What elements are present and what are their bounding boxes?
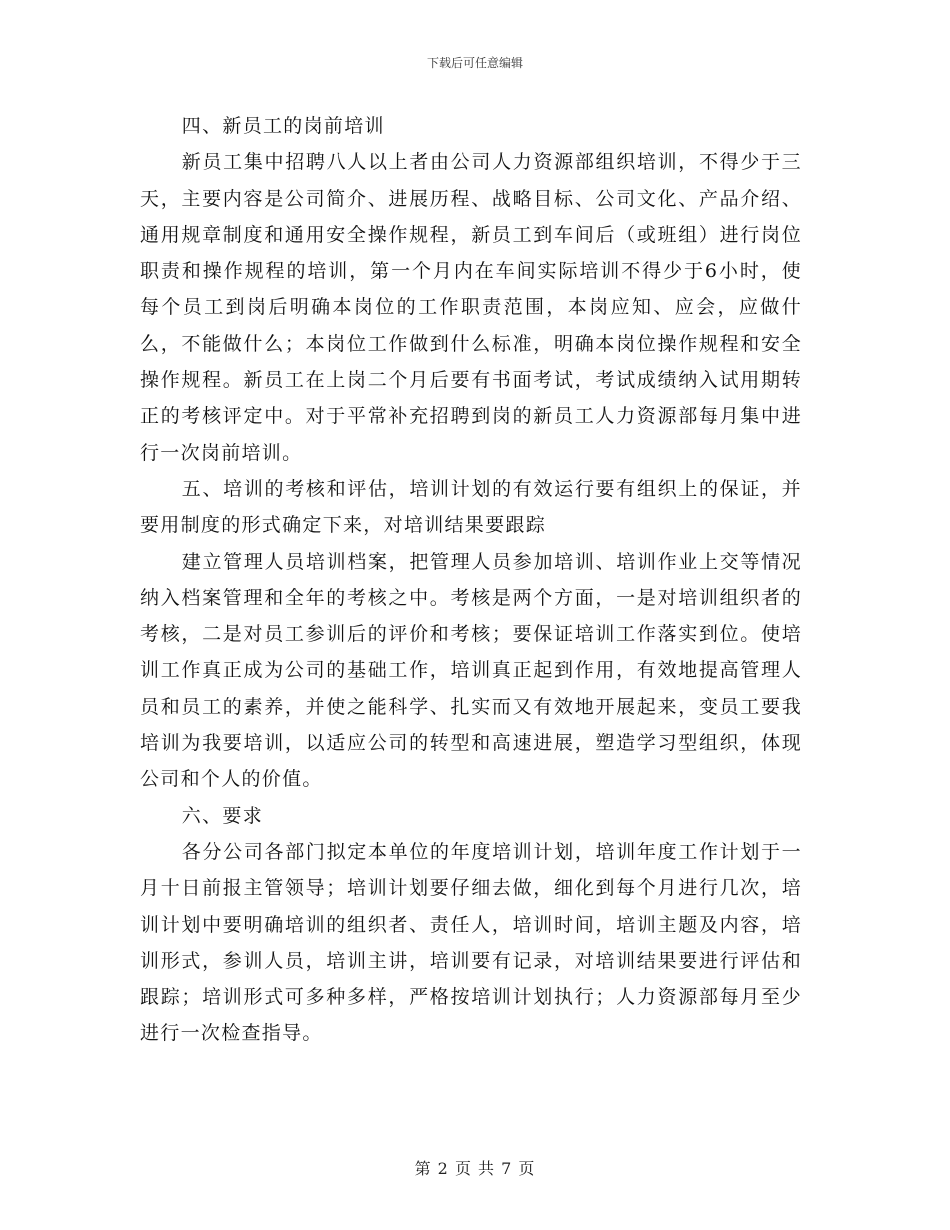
paragraph-requirements: 各分公司各部门拟定本单位的年度培训计划，培训年度工作计划于一月十日前报主管领导；培训计划要仔细去做，细化到每个月进行几次，培训计划中要明确培训的组织者、责任人，培训时间，培训主题及内容，培训形式，参训人员，培训主讲，培训要有记录，对培训结果要进行评估和跟踪；培训形式可多种多样，严格按培训计划执行；人力资源部每月至少进行一次检查指导。 bbox=[140, 840, 802, 1045]
paragraph-training-records: 建立管理人员培训档案，把管理人员参加培训、培训作业上交等情况纳入档案管理和全年的考核之中。考核是两个方面，一是对培训组织者的考核，二是对员工参训后的评价和考核；要保证培训工作落实到位。使培训工作真正成为公司的基础工作，培训真正起到作用，有效地提高管理人员和员工的素养，并使之能科学、扎实而又有效地开展起来，变员工要我培训为我要培训，以适应公司的转型和高速进展，塑造学习型组织，体现公司和个人的价值。 bbox=[140, 550, 802, 791]
section-heading-6: 六、要求 bbox=[181, 804, 263, 827]
paragraph-new-employee-training: 新员工集中招聘八人以上者由公司人力资源部组织培训，不得少于三天，主要内容是公司简介、进展历程、战略目标、公司文化、产品介绍、通用规章制度和通用安全操作规程，新员工到车间后（或班组）进行岗位职责和操作规程的培训，第一个月内在车间实际培训不得少于6小时，使每个员工到岗后明确本岗位的工作职责范围，本岗应知、应会，应做什么，不能做什么；本岗位工作做到什么标准，明确本岗位操作规程和安全操作规程。新员工在上岗二个月后要有书面考试，考试成绩纳入试用期转正的考核评定中。对于平常补充招聘到岗的新员工人力资源部每月集中进行一次岗前培训。 bbox=[140, 151, 802, 464]
section-heading-5: 五、培训的考核和评估，培训计划的有效运行要有组织上的保证，并要用制度的形式确定下来，对培训结果要跟踪 bbox=[140, 477, 802, 537]
section-heading-4: 四、新员工的岗前培训 bbox=[181, 115, 385, 137]
page-header: 下载后可任意编辑 bbox=[426, 56, 523, 70]
document-body bbox=[140, 108, 802, 1052]
page-footer: 第 2 页 共 7 页 bbox=[414, 1159, 536, 1178]
